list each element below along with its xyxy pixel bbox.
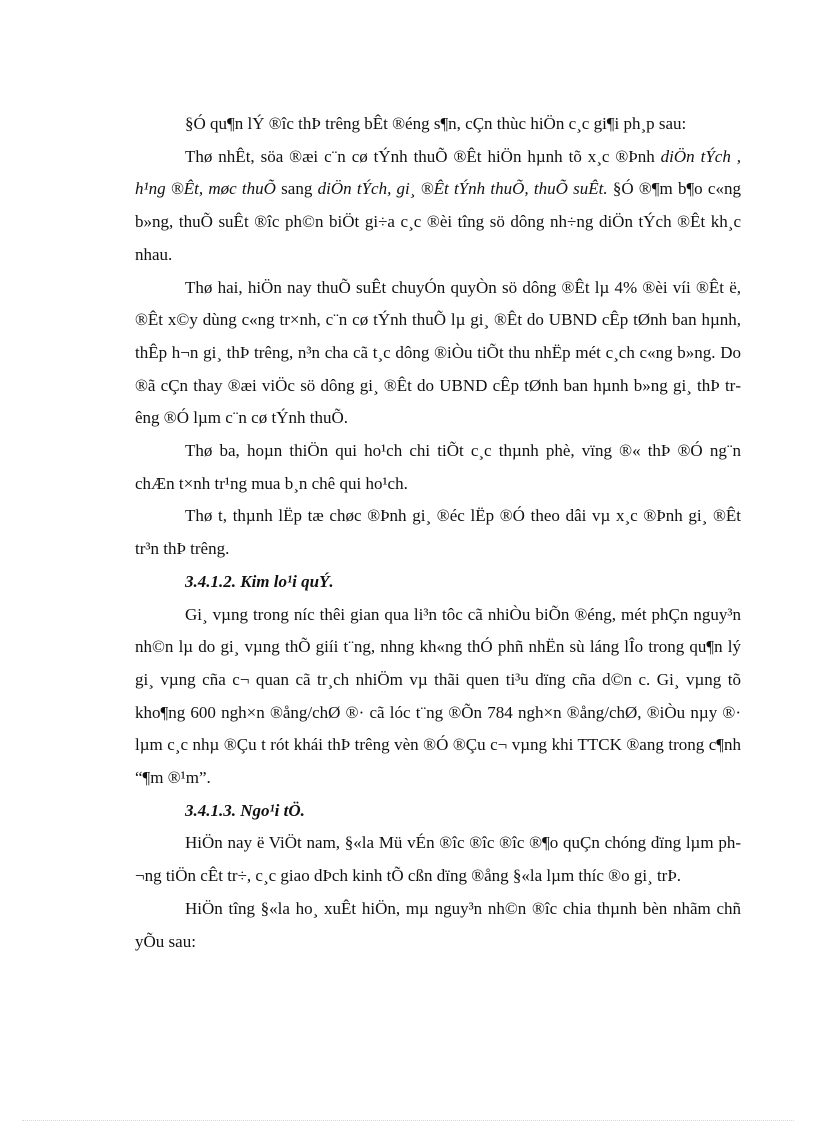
section-heading-foreign-currency: 3.4.1.3. Ngo¹i tÖ.	[185, 800, 305, 820]
paragraph-text: §Ó ®¶m b¶o c«ng b»ng, thuÕ suÊt ®îc ph©n biÖt gi÷a c¸c ®èi tîng sö dông nh÷ng diÖn tÝch ®Êt kh¸c nhau.	[135, 179, 741, 264]
italic-phrase: diÖn tÝch , h¹ng ®Êt, møc thuÕ	[135, 146, 741, 199]
document-body	[135, 108, 741, 958]
section-heading-precious-metals: 3.4.1.2. Kim lo¹i quÝ.	[185, 571, 334, 591]
paragraph-gold-price	[135, 599, 741, 795]
paragraph-intro	[135, 108, 741, 141]
paragraph-first-solution	[135, 141, 741, 272]
paragraph-text: §Ó qu¶n lÝ ®îc thÞ trêng bÊt ®éng s¶n, cÇn thùc hiÖn c¸c gi¶i ph¸p sau:	[185, 114, 687, 133]
paragraph-text: Thø hai, hiÖn nay thuÕ suÊt chuyÓn quyÒn sö dông ®Êt lµ 4% ®èi víi ®Êt ë, ®Êt x©y dùng c«ng tr×nh, c¨n cø tÝnh thuÕ lµ gi¸ ®Êt do UBND cÊp tØnh ban hµnh, thÊp h¬n gi¸ thÞ trêng, n³n cha cã t¸c dông ®iÒu tiÕt thu nhËp mét c¸ch c«ng b»ng. Do ®ã cÇn thay ®æi viÖc sö dông gi¸ ®Êt do UBND cÊp tØnh ban hµnh b»ng gi¸ thÞ trêng ®Ó lµm c¨n cø tÝnh thuÕ.	[135, 277, 741, 428]
paragraph-text: HiÖn tîng §«la ho¸ xuÊt hiÖn, mµ nguy³n nh©n ®îc chia thµnh bèn nhãm chñ yÕu sau:	[135, 898, 741, 951]
paragraph-dollar-use	[135, 827, 741, 892]
paragraph-text: Thø t, thµnh lËp tæ chøc ®Þnh gi¸ ®éc lËp ®Ó theo dâi vµ x¸c ®Þnh gi¸ ®Êt tr³n thÞ trêng.	[135, 506, 741, 559]
italic-phrase: diÖn tÝch, gi¸ ®Êt tÝnh thuÕ, thuÕ suÊt.	[317, 179, 608, 199]
paragraph-second-solution	[135, 272, 741, 436]
paragraph-text: sang	[275, 179, 318, 199]
paragraph-text: Thø nhÊt, söa ®æi c¨n cø tÝnh thuÕ ®Êt hiÖn hµnh tõ x¸c ®Þnh	[185, 146, 661, 166]
paragraph-dollarization	[135, 893, 741, 958]
paragraph-text: Gi¸ vµng trong níc thêi gian qua li³n tôc cã nhiÒu biÕn ®éng, mét phÇn nguy³n nh©n lµ do gi¸ vµng thÕ giíi t¨ng, nhng kh«ng thÓ phñ nhËn sù láng lÎo trong qu¶n lý gi¸ vµng cña c¬ quan cã tr¸ch nhiÖm vµ thãi quen ti³u dïng cña d©n c. Gi¸ vµng tõ kho¶ng 600 ngh×n ®ång/chØ ®· cã lóc t¨ng ®Õn 784 ngh×n ®ång/chØ, ®iÒu nµy ®· lµm c¸c nhµ ®Çu t rót khái thÞ trêng vèn ®Ó ®Çu c¬ vµng khi TTCK ®ang trong c¶nh “¶m ®¹m”.	[135, 604, 741, 788]
paragraph-text: HiÖn nay ë ViÖt nam, §«la Mü vÉn ®îc ®îc ®îc ®¶o quÇn chóng dïng lµm ph¬ng tiÖn cÊt tr÷, c¸c giao dÞch kinh tÕ cßn dïng ®ång §«la lµm thíc ®o gi¸ trÞ.	[135, 833, 741, 886]
paragraph-text: Thø ba, hoµn thiÖn qui ho¹ch chi tiÕt c¸c thµnh phè, vïng ®« thÞ ®Ó ng¨n chÆn t×nh tr¹ng mua b¸n chê qui ho¹ch.	[135, 441, 741, 493]
page-bottom-rule	[22, 1120, 794, 1121]
paragraph-fourth-solution	[135, 500, 741, 565]
paragraph-third-solution	[135, 435, 741, 500]
